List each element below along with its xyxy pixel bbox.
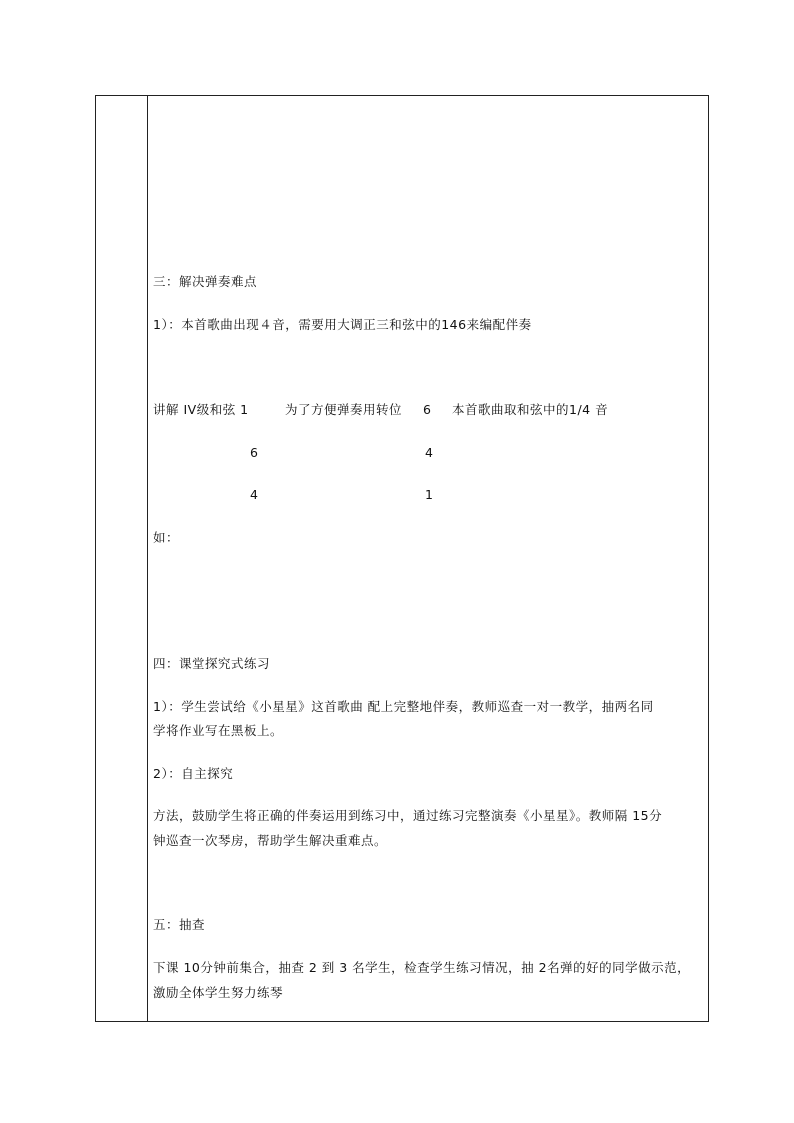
section5-line2: 激励全体学生努力练琴 bbox=[153, 985, 284, 1000]
explain-inversion-number: 6 bbox=[423, 402, 432, 417]
chord-note: 4 bbox=[250, 487, 259, 502]
example-label: 如： bbox=[153, 530, 180, 545]
section4-point1-line1: 1）：学生尝试给《小星星》这首歌曲 配上完整地伴奏，教师巡查一对一教学，抽两名同 bbox=[153, 699, 654, 714]
explain-inversion-text: 为了方便弹奏用转位 bbox=[285, 402, 403, 417]
section3-heading: 三：解决弹奏难点 bbox=[153, 274, 258, 289]
section4-point2: 2）：自主探究 bbox=[153, 766, 234, 781]
table-column-divider bbox=[147, 95, 148, 1022]
chord-note: 4 bbox=[425, 445, 434, 460]
section4-method-line2: 钟巡查一次琴房，帮助学生解决重难点。 bbox=[153, 833, 388, 848]
explain-chord-text: 讲解 IV级和弦 1 bbox=[153, 402, 249, 417]
section5-heading: 五：抽查 bbox=[153, 917, 206, 932]
chord-note: 6 bbox=[250, 445, 259, 460]
section5-line1: 下课 10分钟前集合，抽查 2 到 3 名学生，检查学生练习情况，抽 2名弹的好的同学做示范， bbox=[153, 960, 691, 975]
section4-method-line1: 方法，鼓励学生将正确的伴奏运用到练习中，通过练习完整演奏《小星星》。教师隔 15分 bbox=[153, 808, 663, 823]
chord-note: 1 bbox=[425, 487, 434, 502]
explain-tone-text: 本首歌曲取和弦中的1/4 音 bbox=[452, 402, 609, 417]
section4-point1-line2: 学将作业写在黑板上。 bbox=[153, 723, 284, 738]
section3-point1: 1）：本首歌曲出现４音，需要用大调正三和弦中的146来编配伴奏 bbox=[153, 317, 532, 332]
lesson-table bbox=[95, 95, 709, 1022]
section4-heading: 四：课堂探究式练习 bbox=[153, 656, 271, 671]
